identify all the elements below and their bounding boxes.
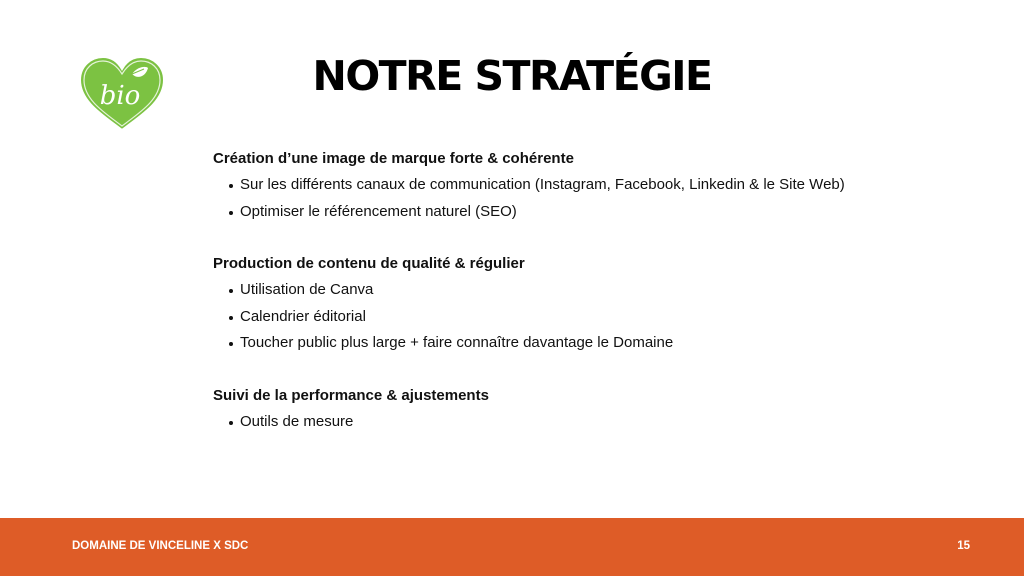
strategy-content bbox=[213, 146, 853, 461]
section-brand-image bbox=[213, 146, 853, 225]
section-heading: Production de contenu de qualité & régulier bbox=[213, 255, 525, 272]
footer-label: DOMAINE DE VINCELINE X SDC bbox=[72, 540, 249, 552]
list-item: Optimiser le référencement naturel (SEO) bbox=[213, 199, 853, 226]
bullet-list bbox=[213, 409, 853, 436]
page-number: 15 bbox=[957, 540, 970, 552]
section-content-production bbox=[213, 251, 853, 357]
bullet-list bbox=[213, 172, 853, 225]
list-item: Outils de mesure bbox=[213, 409, 853, 436]
list-item: Calendrier éditorial bbox=[213, 304, 853, 331]
list-item: Toucher public plus large + faire connaître davantage le Domaine bbox=[213, 330, 853, 357]
footer-bar bbox=[0, 518, 1024, 576]
list-item: Utilisation de Canva bbox=[213, 277, 853, 304]
section-heading: Suivi de la performance & ajustements bbox=[213, 386, 489, 404]
bullet-list bbox=[213, 277, 853, 357]
logo-text: bio bbox=[99, 81, 141, 111]
page-title: NOTRE STRATÉGIE bbox=[312, 52, 712, 100]
list-item: Sur les différents canaux de communication (Instagram, Facebook, Linkedin & le Site Web) bbox=[213, 172, 853, 199]
section-heading: Création d’une image de marque forte & cohérente bbox=[213, 150, 574, 167]
section-performance bbox=[213, 383, 853, 436]
